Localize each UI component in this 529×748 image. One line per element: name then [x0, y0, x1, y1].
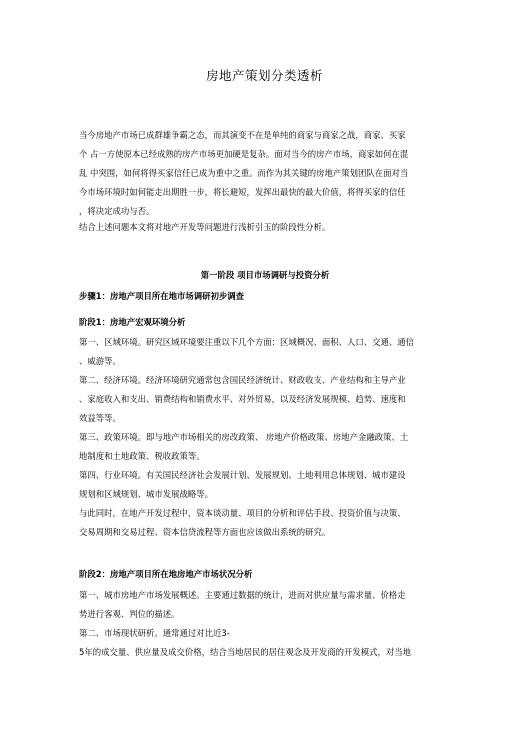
intro-paragraph: [79, 126, 451, 221]
text-line: 第三、政策环境。即与地产市场相关的房改政策、 房地产价格政策、房地产金融政策、土: [79, 432, 409, 442]
text-line: 效益等等。: [79, 413, 121, 423]
step-heading: 步骤1：房地产项目所在地市场调研初步调查: [79, 291, 244, 301]
text-line: 规划和区域规划、城市发展战略等。: [79, 489, 213, 499]
stage1-paragraphs: [79, 333, 451, 542]
intro-summary: [79, 218, 451, 237]
text-line: 结合上述问题本文将对地产开发等问题进行浅析引玉的阶段性分析。: [79, 222, 331, 232]
text-line: 第四、行业环境。有关国民经济社会发展计划、发展规划、土地利用总体规划、城市建设: [79, 470, 406, 480]
text-line: 第二、经济环境。经济环境研究通常包含国民经济统计、财政收支、产业结构和主导产业: [79, 375, 406, 385]
text-line: 第一、城市房地产市场发展概述。主要通过数据的统计，进而对供应量与需求量、价格走: [79, 590, 406, 600]
stage1-heading: 阶段1：房地产宏观环境分析: [79, 317, 186, 327]
text-line: 5年的成交量、供应量及成交价格，结合当地居民的居住观念及开发商的开发模式，对当地: [79, 647, 411, 657]
text-line: 、威游等。: [79, 356, 121, 366]
stage2-paragraphs: [79, 586, 451, 662]
stage2-heading: 阶段2：房地产项目所在地房地产市场状况分析: [79, 569, 253, 579]
text-line: 个 占一方使原本已经成熟的房产市场更加硬是复杂。面对当今的房产市场，商家如何在混: [79, 149, 409, 159]
text-line: 势进行客观、判位的描述。: [79, 609, 180, 619]
text-line: 当今房地产市场已成群雄争霸之态，而其演变不在是单纯的商家与商家之战，商家、买家: [79, 130, 406, 140]
text-line: 地制度和土地政策、税收政策等。: [79, 451, 205, 461]
text-line: 乱 中突围，如何将得买家信任已成为重中之重。而作为其关键的房地产策划团队在面对当: [79, 168, 409, 178]
text-line: 交易周期和交易过程、资本信贷流程等方面也应该做出系统的研究。: [79, 527, 331, 537]
text-line: 与此同时，在地产开发过程中，资本谈动量、项目的分析和评估手段、投资价值与决策、: [79, 508, 406, 518]
text-line: 、家庭收入和支出、销费结构和销费水平、对外贸易，以及经济发展规模、趋势、速度和: [79, 394, 406, 404]
text-line: 第一、区域环境。研究区域环境要注重以下几个方面：区域概况、面积、人口、交通、通信: [79, 337, 414, 347]
text-line: 第二、市场现状研析。通常通过对比近3-: [79, 628, 230, 638]
text-line: ，将决定成功与否。: [79, 206, 155, 216]
document-title: 房地产策划分类透析: [205, 68, 323, 83]
section-heading: 第一阶段 项目市场调研与投资分析: [200, 270, 330, 280]
text-line: 今市场环境时如何能走出期胜一步，将长避短，发挥出最快的最大价值，将得买家的信任: [79, 187, 406, 197]
